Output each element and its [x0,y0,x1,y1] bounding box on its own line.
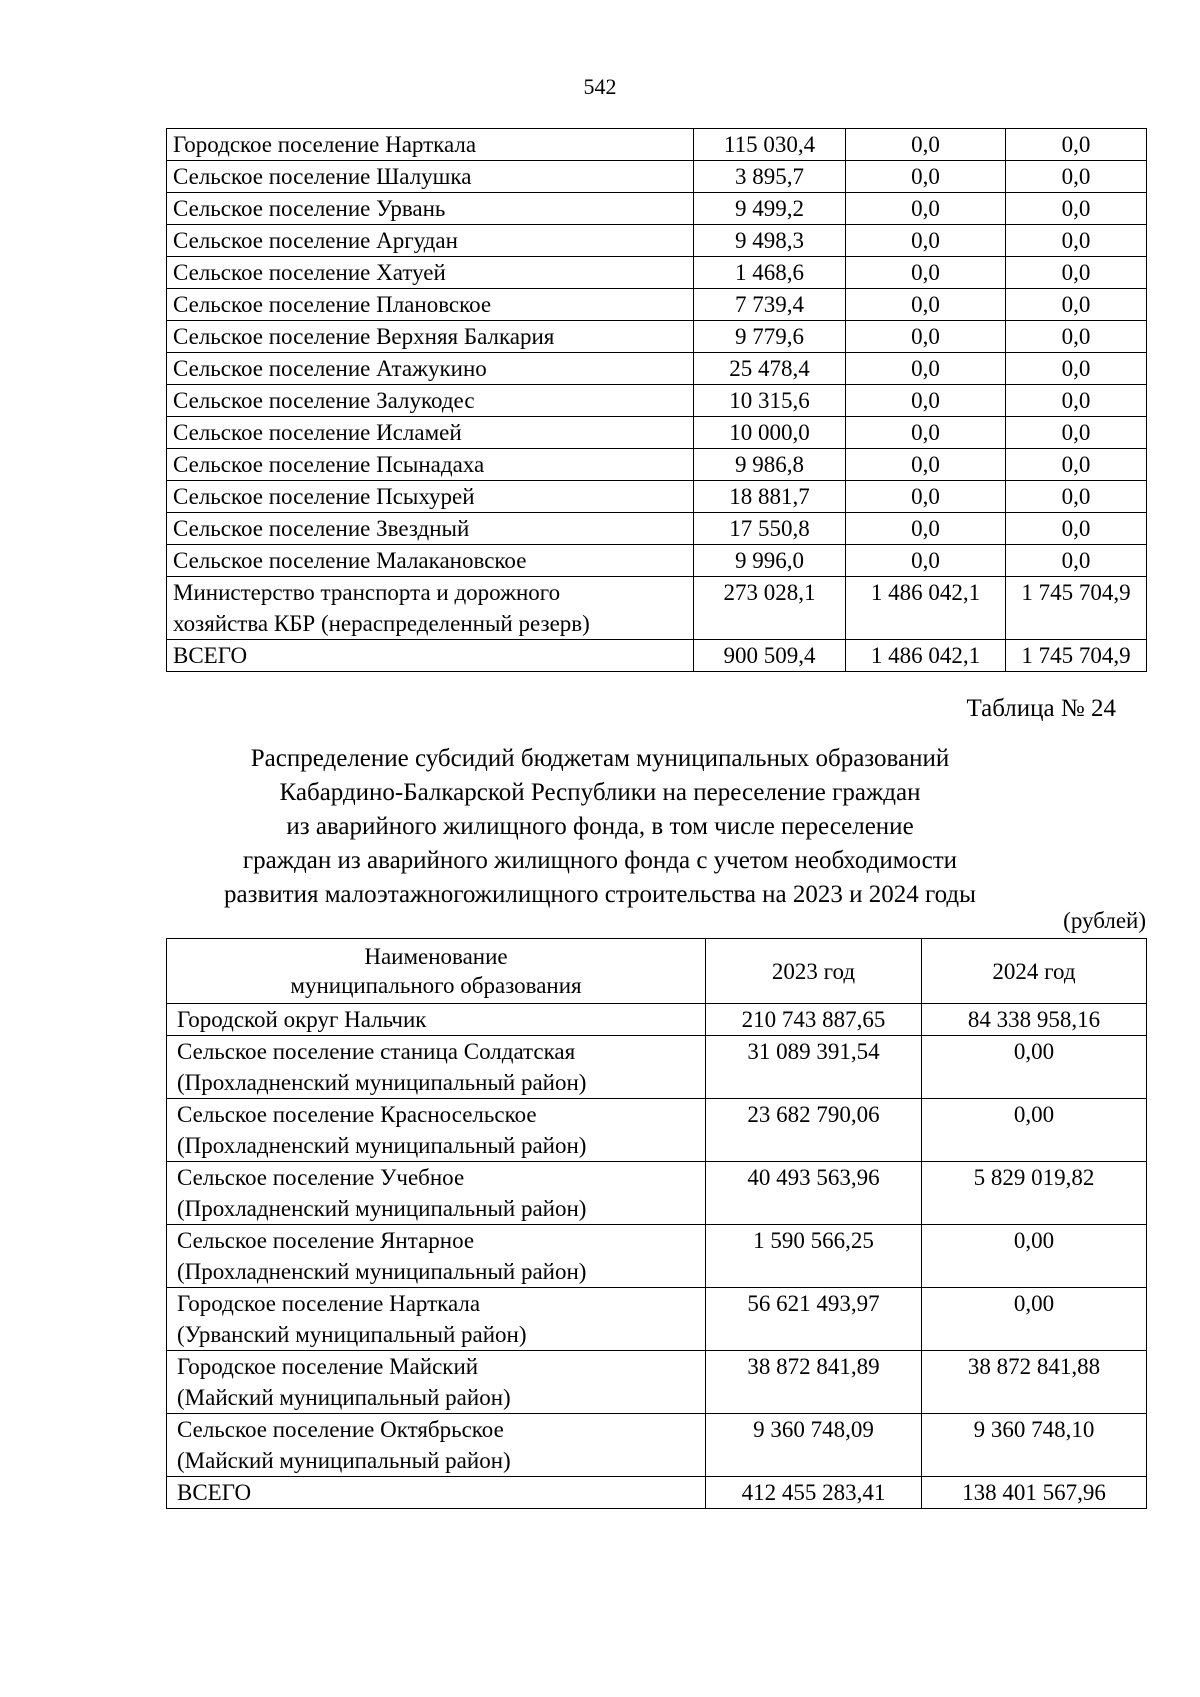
value-col1: 115 030,4 [694,129,846,161]
value-col3: 0,0 [1006,225,1147,257]
table-row [167,1225,1147,1288]
row-name: Городское поселение Нарткала (Урванский муниципальный район) [167,1288,706,1351]
title-line: граждан из аварийного жилищного фонда с учетом необходимости [242,847,958,874]
value-col2: 0,0 [846,449,1006,481]
row-name: Сельское поселение Хатуей [167,257,694,289]
row-name: Сельское поселение Красносельское (Прохладненский муниципальный район) [167,1099,706,1162]
value-2024: 0,00 [922,1099,1147,1162]
table-caption: Таблица № 24 [966,695,1116,722]
value-col1: 17 550,8 [694,513,846,545]
row-name: Сельское поселение станица Солдатская (Прохладненский муниципальный район) [167,1036,706,1099]
value-col2: 1 486 042,1 [846,640,1006,672]
table-title [150,742,1050,912]
table-row-total [167,1477,1147,1509]
value-col1: 1 468,6 [694,257,846,289]
row-name: Сельское поселение Аргудан [167,225,694,257]
table1-body [167,129,1147,577]
title-line: из аварийного жилищного фонда, в том числе переселение [286,813,914,840]
value-col3: 1 745 704,9 [1006,640,1147,672]
value-col2: 0,0 [846,161,1006,193]
table-row [167,1288,1147,1351]
table-row [167,1036,1147,1099]
value-col1: 9 779,6 [694,321,846,353]
value-col1: 9 986,8 [694,449,846,481]
value-2024: 38 872 841,88 [922,1351,1147,1414]
value-col2: 0,0 [846,129,1006,161]
header-2024: 2024 год [922,939,1147,1004]
value-col3: 0,0 [1006,257,1147,289]
value-col3: 1 745 704,9 [1006,577,1147,640]
row-name: Сельское поселение Исламей [167,417,694,449]
table-row [167,1004,1147,1036]
value-col2: 0,0 [846,289,1006,321]
header-name: Наименование муниципального образования [167,939,706,1004]
value-col1: 7 739,4 [694,289,846,321]
row-name: Сельское поселение Учебное (Прохладненский муниципальный район) [167,1162,706,1225]
value-col2: 0,0 [846,257,1006,289]
value-col2: 0,0 [846,321,1006,353]
value-col2: 0,0 [846,417,1006,449]
table-row [167,257,1147,289]
value-col1: 9 498,3 [694,225,846,257]
value-2023: 38 872 841,89 [706,1351,922,1414]
value-2023: 23 682 790,06 [706,1099,922,1162]
table-row [167,289,1147,321]
value-col1: 10 000,0 [694,417,846,449]
row-name: Сельское поселение Залукодес [167,385,694,417]
row-name: Сельское поселение Звездный [167,513,694,545]
value-col3: 0,0 [1006,481,1147,513]
table-row [167,417,1147,449]
value-col3: 0,0 [1006,193,1147,225]
value-col2: 0,0 [846,353,1006,385]
value-col3: 0,0 [1006,449,1147,481]
value-2024: 5 829 019,82 [922,1162,1147,1225]
table-row-ministry [167,577,1147,640]
value-col2: 0,0 [846,545,1006,577]
title-line: Распределение субсидий бюджетам муниципальных образований [250,745,950,772]
value-col1: 3 895,7 [694,161,846,193]
table-row [167,481,1147,513]
value-col3: 0,0 [1006,353,1147,385]
value-2024: 84 338 958,16 [922,1004,1147,1036]
value-col1: 900 509,4 [694,640,846,672]
value-col1: 9 996,0 [694,545,846,577]
row-name: Сельское поселение Псынадаха [167,449,694,481]
table-row [167,321,1147,353]
title-line: Кабардино-Балкарской Республики на переселение граждан [279,779,921,806]
table-row [167,449,1147,481]
table-row [167,353,1147,385]
value-col2: 1 486 042,1 [846,577,1006,640]
value-col3: 0,0 [1006,161,1147,193]
table-row [167,545,1147,577]
table-row [167,161,1147,193]
table-row [167,1414,1147,1477]
row-name: Городское поселение Майский (Майский муниципальный район) [167,1351,706,1414]
value-2023: 210 743 887,65 [706,1004,922,1036]
value-col1: 273 028,1 [694,577,846,640]
subsidy-table-24 [166,938,1147,1509]
row-name: Министерство транспорта и дорожного хозяйства КБР (нераспределенный резерв) [167,577,694,640]
row-name: Сельское поселение Октябрьское (Майский муниципальный район) [167,1414,706,1477]
value-col3: 0,0 [1006,289,1147,321]
value-2024: 0,00 [922,1036,1147,1099]
value-col1: 18 881,7 [694,481,846,513]
value-2024: 9 360 748,10 [922,1414,1147,1477]
value-col3: 0,0 [1006,417,1147,449]
row-name: Сельское поселение Малакановское [167,545,694,577]
table-row-total [167,640,1147,672]
row-name: Сельское поселение Псыхурей [167,481,694,513]
value-col3: 0,0 [1006,545,1147,577]
value-2023: 9 360 748,09 [706,1414,922,1477]
value-col3: 0,0 [1006,513,1147,545]
value-col2: 0,0 [846,481,1006,513]
table-row [167,129,1147,161]
table24-body [167,1036,1147,1477]
value-2024: 138 401 567,96 [922,1477,1147,1509]
table-row [167,385,1147,417]
value-col1: 25 478,4 [694,353,846,385]
row-name: Городское поселение Нарткала [167,129,694,161]
title-line: развития малоэтажногожилищного строительства на 2023 и 2024 годы [224,881,976,908]
table-header-row [167,939,1147,1004]
value-2023: 56 621 493,97 [706,1288,922,1351]
row-name: Сельское поселение Янтарное (Прохладненский муниципальный район) [167,1225,706,1288]
row-name: Сельское поселение Плановское [167,289,694,321]
value-col2: 0,0 [846,513,1006,545]
row-name: Сельское поселение Атажукино [167,353,694,385]
value-2023: 31 089 391,54 [706,1036,922,1099]
table-row [167,1351,1147,1414]
value-col3: 0,0 [1006,385,1147,417]
value-col2: 0,0 [846,385,1006,417]
value-col2: 0,0 [846,193,1006,225]
value-2024: 0,00 [922,1288,1147,1351]
subsidy-table-continuation [166,128,1147,672]
value-col3: 0,0 [1006,321,1147,353]
header-2023: 2023 год [706,939,922,1004]
table-row [167,513,1147,545]
value-2023: 1 590 566,25 [706,1225,922,1288]
row-name: Городской округ Нальчик [167,1004,706,1036]
value-col3: 0,0 [1006,129,1147,161]
row-name: Сельское поселение Верхняя Балкария [167,321,694,353]
page-number: 542 [583,74,617,99]
value-col1: 10 315,6 [694,385,846,417]
value-2023: 40 493 563,96 [706,1162,922,1225]
value-2024: 0,00 [922,1225,1147,1288]
row-name: ВСЕГО [167,1477,706,1509]
units-label: (рублей) [1063,908,1146,933]
value-col2: 0,0 [846,225,1006,257]
table-row [167,1162,1147,1225]
row-name: Сельское поселение Урвань [167,193,694,225]
table-row [167,193,1147,225]
table-row [167,225,1147,257]
row-name: ВСЕГО [167,640,694,672]
row-name: Сельское поселение Шалушка [167,161,694,193]
value-col1: 9 499,2 [694,193,846,225]
table-row [167,1099,1147,1162]
value-2023: 412 455 283,41 [706,1477,922,1509]
